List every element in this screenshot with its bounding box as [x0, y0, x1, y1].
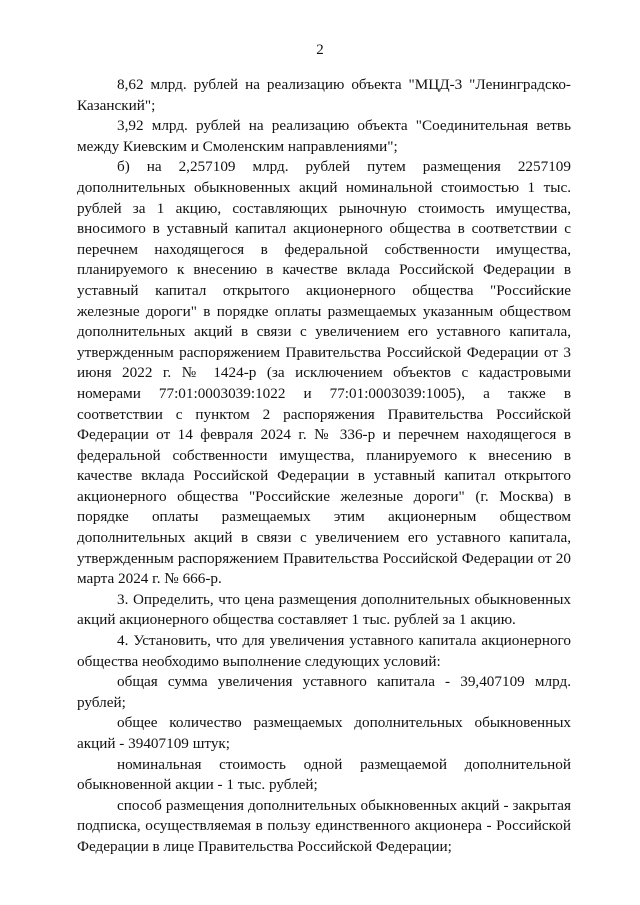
- paragraph-nominal-value: номинальная стоимость одной размещаемой дополнительной обыкновенной акции - 1 тыс. рублей;: [77, 755, 571, 794]
- document-body: [77, 75, 571, 858]
- paragraph-item-3: 3. Определить, что цена размещения дополнительных обыкновенных акций акционерного общества составляет 1 тыс. рублей за 1 акцию.: [77, 590, 571, 629]
- page-number: 2: [316, 42, 324, 58]
- paragraph-item-4: 4. Установить, что для увеличения уставного капитала акционерного общества необходимо выполнение следующих условий:: [77, 632, 571, 670]
- paragraph-total-amount: общая сумма увеличения уставного капитала - 39,407109 млрд. рублей;: [77, 673, 571, 711]
- paragraph-connecting-branch: 3,92 млрд. рублей на реализацию объекта "Соединительная ветвь между Киевским и Смоленским направлениями";: [77, 117, 571, 155]
- paragraph-item-b: б) на 2,257109 млрд. рублей путем размещения 2257109 дополнительных обыкновенных акций номинальной стоимостью 1 тыс. рублей за 1 акцию, составляющих рыночную стоимость имущества, вносимого в уставный капитал акционерного общества в соответствии с перечнем находящегося в федеральной собственности имущества, планируемого к внесению в качестве вклада Российской Федерации в уставный капитал открытого акционерного общества "Российские железные дороги" в порядке оплаты размещаемых указанным обществом дополнительных акций в связи с увеличением его уставного капитала, утвержденным распоряжением Правительства Российской Федерации от 3 июня 2022 г. № 1424-р (за исключением объектов с кадастровыми номерами 77:01:0003039:1022 и 77:01:0003039:1005), а также в соответствии с пунктом 2 распоряжения Правительства Российской Федерации от 14 февраля 2024 г. № 336-р и перечнем находящегося в федеральной собственности имущества, планируемого к внесению в качестве вклада Российской Федерации в уставный капитал открытого акционерного общества "Российские железные дороги" (г. Москва) в порядке оплаты размещаемых этим акционерным обществом дополнительных акций в связи с увеличением его уставного капитала, утвержденным распоряжением Правительства Российской Федерации от 20 марта 2024 г. № 666-р.: [77, 158, 571, 588]
- paragraph-placement-method: способ размещения дополнительных обыкновенных акций - закрытая подписка, осуществляемая в пользу единственного акционера - Российской Федерации в лице Правительства Российской Федерации;: [77, 796, 571, 855]
- paragraph-mcd3: 8,62 млрд. рублей на реализацию объекта "МЦД-3 "Ленинградско-Казанский";: [77, 76, 571, 114]
- paragraph-share-count: общее количество размещаемых дополнительных обыкновенных акций - 39407109 штук;: [77, 714, 571, 752]
